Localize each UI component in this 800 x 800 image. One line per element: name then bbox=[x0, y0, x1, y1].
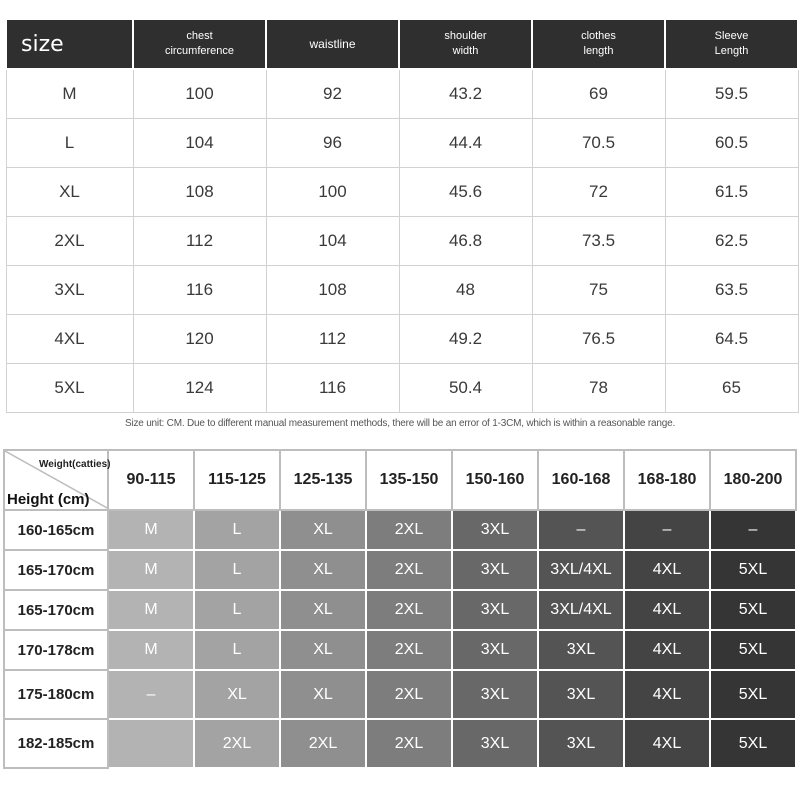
recommended-size-cell: 5XL bbox=[710, 670, 796, 719]
height-row bbox=[4, 510, 796, 550]
size-label-cell: 3XL bbox=[6, 266, 133, 315]
recommended-size-cell: 3XL bbox=[452, 630, 538, 670]
recommended-size-cell: XL bbox=[280, 630, 366, 670]
measurement-cell: 64.5 bbox=[665, 315, 798, 364]
measurement-cell: 108 bbox=[266, 266, 399, 315]
recommended-size-cell: M bbox=[108, 590, 194, 630]
shoulder-column-header: shoulder width bbox=[399, 19, 532, 69]
height-row bbox=[4, 590, 796, 630]
measurement-cell: 92 bbox=[266, 69, 399, 119]
size-table-row bbox=[6, 69, 798, 119]
measurement-cell: 48 bbox=[399, 266, 532, 315]
recommended-size-cell: 2XL bbox=[366, 719, 452, 768]
recommended-size-cell: 3XL bbox=[538, 719, 624, 768]
measurement-cell: 63.5 bbox=[665, 266, 798, 315]
recommended-size-cell: 5XL bbox=[710, 550, 796, 590]
measurement-cell: 69 bbox=[532, 69, 665, 119]
height-row bbox=[4, 670, 796, 719]
height-row bbox=[4, 719, 796, 768]
recommended-size-cell: 5XL bbox=[710, 630, 796, 670]
measurement-cell: 50.4 bbox=[399, 364, 532, 413]
weight-range-header: 125-135 bbox=[280, 450, 366, 510]
recommended-size-cell: 5XL bbox=[710, 590, 796, 630]
recommended-size-cell: XL bbox=[280, 590, 366, 630]
weight-range-header: 180-200 bbox=[710, 450, 796, 510]
waistline-column-header: waistline bbox=[266, 19, 399, 69]
recommended-size-cell: – bbox=[538, 510, 624, 550]
recommended-size-cell: 5XL bbox=[710, 719, 796, 768]
size-table-row bbox=[6, 168, 798, 217]
recommended-size-cell: XL bbox=[280, 510, 366, 550]
recommended-size-cell: XL bbox=[280, 670, 366, 719]
weight-range-header: 135-150 bbox=[366, 450, 452, 510]
recommended-size-cell: 2XL bbox=[280, 719, 366, 768]
measurement-cell: 72 bbox=[532, 168, 665, 217]
measurement-cell: 60.5 bbox=[665, 119, 798, 168]
recommended-size-cell: L bbox=[194, 590, 280, 630]
height-row bbox=[4, 550, 796, 590]
recommended-size-cell: 3XL bbox=[452, 510, 538, 550]
corner-header bbox=[4, 450, 111, 510]
height-range-cell: 175-180cm bbox=[4, 670, 108, 719]
size-table-row bbox=[6, 119, 798, 168]
measurement-cell: 120 bbox=[133, 315, 266, 364]
size-table-header-row bbox=[6, 19, 798, 69]
measurement-cell: 116 bbox=[133, 266, 266, 315]
measurement-cell: 70.5 bbox=[532, 119, 665, 168]
size-label-cell: 2XL bbox=[6, 217, 133, 266]
measurement-cell: 78 bbox=[532, 364, 665, 413]
height-range-cell: 182-185cm bbox=[4, 719, 108, 768]
recommended-size-cell: 3XL bbox=[452, 670, 538, 719]
recommended-size-cell: – bbox=[710, 510, 796, 550]
recommended-size-cell: 2XL bbox=[366, 590, 452, 630]
sleeve-length-column-header: Sleeve Length bbox=[665, 19, 798, 69]
measurement-cell: 62.5 bbox=[665, 217, 798, 266]
recommended-size-cell: 3XL bbox=[452, 550, 538, 590]
height-axis-label: Height (cm) bbox=[7, 491, 90, 508]
recommended-size-cell: 3XL bbox=[452, 719, 538, 768]
recommended-size-cell: M bbox=[108, 510, 194, 550]
measurement-cell: 46.8 bbox=[399, 217, 532, 266]
recommended-size-cell: M bbox=[108, 550, 194, 590]
weight-header-row bbox=[4, 450, 796, 510]
recommended-size-cell: L bbox=[194, 510, 280, 550]
size-table-row bbox=[6, 217, 798, 266]
weight-range-header: 160-168 bbox=[538, 450, 624, 510]
height-range-cell: 165-170cm bbox=[4, 590, 108, 630]
measurement-cell: 73.5 bbox=[532, 217, 665, 266]
height-row bbox=[4, 630, 796, 670]
measurement-cell: 108 bbox=[133, 168, 266, 217]
measurement-cell: 61.5 bbox=[665, 168, 798, 217]
size-measurement-table bbox=[5, 18, 799, 413]
measurement-cell: 116 bbox=[266, 364, 399, 413]
weight-range-header: 150-160 bbox=[452, 450, 538, 510]
weight-range-header: 115-125 bbox=[194, 450, 280, 510]
recommended-size-cell: 4XL bbox=[624, 719, 710, 768]
size-table-row bbox=[6, 364, 798, 413]
recommended-size-cell: 2XL bbox=[194, 719, 280, 768]
measurement-cell: 112 bbox=[133, 217, 266, 266]
weight-height-size-table bbox=[3, 449, 797, 769]
size-label-cell: 4XL bbox=[6, 315, 133, 364]
measurement-cell: 100 bbox=[133, 69, 266, 119]
measurement-cell: 43.2 bbox=[399, 69, 532, 119]
recommended-size-cell bbox=[108, 719, 194, 768]
chest-column-header: chest circumference bbox=[133, 19, 266, 69]
measurement-cell: 44.4 bbox=[399, 119, 532, 168]
recommended-size-cell: L bbox=[194, 550, 280, 590]
measurement-cell: 124 bbox=[133, 364, 266, 413]
measurement-note: Size unit: CM. Due to different manual measurement methods, there will be an error of 1-3CM, which is within a reasonable range. bbox=[124, 418, 676, 429]
recommended-size-cell: M bbox=[108, 630, 194, 670]
measurement-cell: 112 bbox=[266, 315, 399, 364]
measurement-cell: 104 bbox=[133, 119, 266, 168]
measurement-cell: 59.5 bbox=[665, 69, 798, 119]
recommended-size-cell: 2XL bbox=[366, 630, 452, 670]
clothes-length-column-header: clothes length bbox=[532, 19, 665, 69]
recommended-size-cell: 3XL bbox=[452, 590, 538, 630]
size-table-row bbox=[6, 315, 798, 364]
measurement-cell: 45.6 bbox=[399, 168, 532, 217]
weight-range-header: 168-180 bbox=[624, 450, 710, 510]
height-range-cell: 165-170cm bbox=[4, 550, 108, 590]
measurement-cell: 76.5 bbox=[532, 315, 665, 364]
size-label-cell: L bbox=[6, 119, 133, 168]
weight-axis-label: Weight(catties) bbox=[39, 459, 111, 470]
measurement-cell: 96 bbox=[266, 119, 399, 168]
recommended-size-cell: 2XL bbox=[366, 550, 452, 590]
measurement-cell: 75 bbox=[532, 266, 665, 315]
size-table-row bbox=[6, 266, 798, 315]
height-range-cell: 170-178cm bbox=[4, 630, 108, 670]
recommended-size-cell: 3XL/4XL bbox=[538, 590, 624, 630]
recommended-size-cell: – bbox=[624, 510, 710, 550]
measurement-cell: 100 bbox=[266, 168, 399, 217]
recommended-size-cell: 3XL bbox=[538, 670, 624, 719]
height-range-cell: 160-165cm bbox=[4, 510, 108, 550]
recommended-size-cell: 4XL bbox=[624, 670, 710, 719]
measurement-cell: 65 bbox=[665, 364, 798, 413]
recommended-size-cell: 4XL bbox=[624, 630, 710, 670]
recommended-size-cell: L bbox=[194, 630, 280, 670]
recommended-size-cell: 2XL bbox=[366, 670, 452, 719]
recommended-size-cell: 4XL bbox=[624, 550, 710, 590]
measurement-cell: 49.2 bbox=[399, 315, 532, 364]
recommended-size-cell: 4XL bbox=[624, 590, 710, 630]
size-label-cell: 5XL bbox=[6, 364, 133, 413]
size-label-cell: M bbox=[6, 69, 133, 119]
recommended-size-cell: 3XL/4XL bbox=[538, 550, 624, 590]
recommended-size-cell: XL bbox=[194, 670, 280, 719]
weight-range-header: 90-115 bbox=[108, 450, 194, 510]
size-label-cell: XL bbox=[6, 168, 133, 217]
recommended-size-cell: – bbox=[108, 670, 194, 719]
recommended-size-cell: 3XL bbox=[538, 630, 624, 670]
size-column-header: size bbox=[6, 19, 133, 69]
recommended-size-cell: 2XL bbox=[366, 510, 452, 550]
recommended-size-cell: XL bbox=[280, 550, 366, 590]
measurement-cell: 104 bbox=[266, 217, 399, 266]
